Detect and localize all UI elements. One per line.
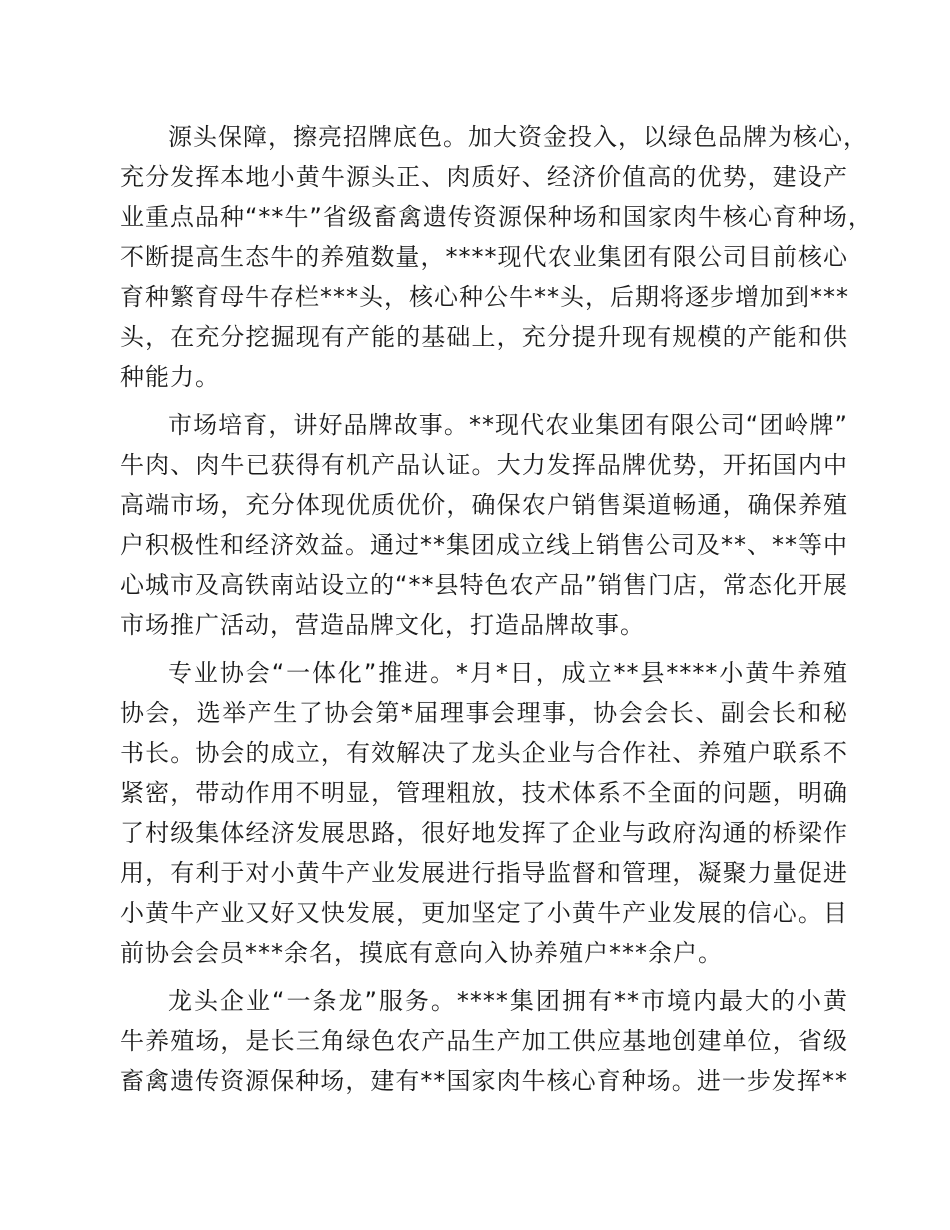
- paragraph-source-guarantee: [120, 117, 873, 397]
- text-line: 畜禽遗传资源保种场，建有**国家肉牛核心育种场。进一步发挥**: [120, 1067, 848, 1095]
- text-line: 高端市场，充分体现优质优价，确保农户销售渠道畅通，确保养殖: [120, 491, 848, 519]
- paragraph-market-cultivation: [120, 405, 848, 645]
- text-line: 不断提高生态牛的养殖数量，****现代农业集团有限公司目前核心: [120, 243, 848, 271]
- text-line: 市场推广活动，营造品牌文化，打造品牌故事。: [120, 611, 645, 639]
- text-line: 育种繁育母牛存栏***头，核心种公牛**头，后期将逐步增加到***: [120, 283, 849, 311]
- text-line: 了村级集体经济发展思路，很好地发挥了企业与政府沟通的桥梁作: [120, 819, 848, 847]
- paragraph-leading-enterprise: [120, 981, 848, 1101]
- text-line: 协会，选举产生了协会第*届理事会理事，协会会长、副会长和秘: [120, 699, 848, 727]
- text-line: 充分发挥本地小黄牛源头正、肉质好、经济价值高的优势，建设产: [120, 163, 848, 191]
- text-line: 龙头企业“一条龙”服务。****集团拥有**市境内最大的小黄: [168, 987, 848, 1015]
- text-line: 专业协会“一体化”推进。*月*日，成立**县****小黄牛养殖: [168, 659, 848, 687]
- text-line: 头，在充分挖掘现有产能的基础上，充分提升现有规模的产能和供: [120, 323, 848, 351]
- text-line: 心城市及高铁南站设立的“**县特色农产品”销售门店，常态化开展: [120, 571, 848, 599]
- text-line: 源头保障，擦亮招牌底色。加大资金投入，以绿色品牌为核心，: [168, 123, 868, 151]
- text-line: 户积极性和经济效益。通过**集团成立线上销售公司及**、**等中: [120, 531, 848, 559]
- text-line: 种能力。: [120, 363, 220, 391]
- text-line: 紧密，带动作用不明显，管理粗放，技术体系不全面的问题，明确: [120, 779, 848, 807]
- text-line: 牛养殖场，是长三角绿色农产品生产加工供应基地创建单位，省级: [120, 1027, 848, 1055]
- text-line: 业重点品种“**牛”省级畜禽遗传资源保种场和国家肉牛核心育种场，: [120, 203, 873, 231]
- text-line: 前协会会员***余名，摸底有意向入协养殖户***余户。: [120, 939, 723, 967]
- text-line: 小黄牛产业又好又快发展，更加坚定了小黄牛产业发展的信心。目: [120, 899, 848, 927]
- text-line: 书长。协会的成立，有效解决了龙头企业与合作社、养殖户联系不: [120, 739, 848, 767]
- text-line: 用，有利于对小黄牛产业发展进行指导监督和管理，凝聚力量促进: [120, 859, 848, 887]
- paragraph-professional-association: [120, 653, 848, 973]
- text-line: 牛肉、肉牛已获得有机产品认证。大力发挥品牌优势，开拓国内中: [120, 451, 848, 479]
- text-line: 市场培育，讲好品牌故事。**现代农业集团有限公司“团岭牌”: [168, 411, 848, 439]
- document-body: [120, 117, 873, 1109]
